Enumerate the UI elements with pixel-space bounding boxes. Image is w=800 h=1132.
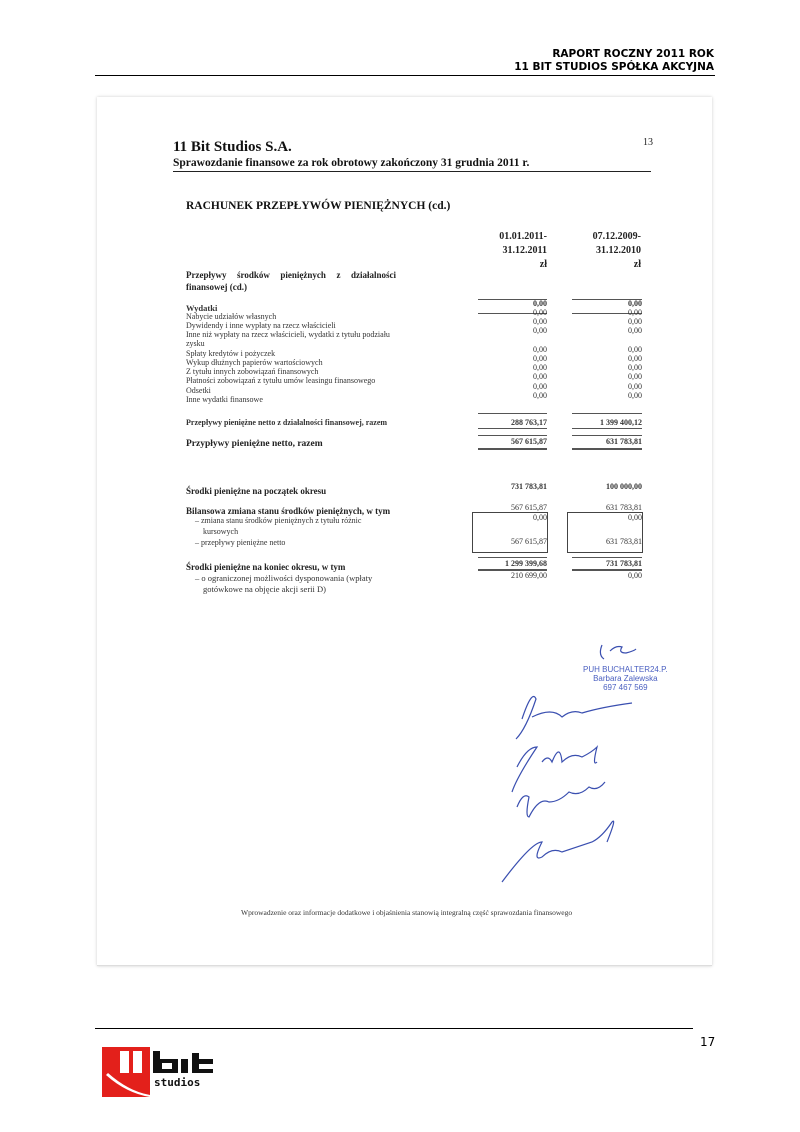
expense-row-2010: 0,00 xyxy=(628,308,642,317)
balance-change-label: Bilansowa zmiana stanu środków pieniężnych, w tym xyxy=(186,506,391,516)
column-header-2011 xyxy=(495,230,547,272)
closing-cash-2010: 731 783,81 xyxy=(606,559,642,568)
closing-cash-2011: 1 299 399,68 xyxy=(505,559,547,568)
net-financing-2011: 288 763,17 xyxy=(511,418,547,427)
signature-2 xyxy=(512,747,597,792)
page-number: 17 xyxy=(700,1035,716,1049)
expense-row-2011: 0,00 xyxy=(533,317,547,326)
expense-row-2011: 0,00 xyxy=(533,345,547,354)
stamp-name: Barbara Zalewska xyxy=(593,674,658,683)
expense-row-2011: 0,00 xyxy=(533,382,547,391)
stamp-signature xyxy=(600,645,636,659)
expense-row-2011: 0,00 xyxy=(533,354,547,363)
net-total-2011: 567 615,87 xyxy=(511,437,547,446)
balance-change-2011: 567 615,87 xyxy=(511,503,547,512)
fx-change-2010: 0,00 xyxy=(628,513,642,522)
header-rule xyxy=(95,75,715,76)
net-financing-2010: 1 399 400,12 xyxy=(600,418,642,427)
expense-row-2010: 0,00 xyxy=(628,326,642,335)
net-flow-2011: 567 615,87 xyxy=(511,537,547,546)
expense-row-2010: 0,00 xyxy=(628,372,642,381)
expense-row-2010: 0,00 xyxy=(628,354,642,363)
signatures xyxy=(492,637,672,887)
fx-change-2011: 0,00 xyxy=(533,513,547,522)
expense-row-label: Nabycie udziałów własnych xyxy=(186,312,277,321)
col2-start: 07.12.2009- xyxy=(592,231,641,242)
expense-row-2010: 0,00 xyxy=(628,317,642,326)
expense-row-label: Inne niż wypłaty na rzecz właścicieli, wydatki z tytułu podziału xyxy=(186,330,390,339)
report-header-company: 11 BIT STUDIOS SPÓŁKA AKCYJNA xyxy=(514,61,714,73)
expense-row-2011: 0,00 xyxy=(533,391,547,400)
restricted-cash-label: – o ograniczonej możliwości dysponowania (wpłaty xyxy=(195,573,373,583)
fx-change-label: – zmiana stanu środków pieniężnych z tytułu różnic xyxy=(195,516,362,525)
expense-row-2010: 0,00 xyxy=(628,382,642,391)
col2-unit: zł xyxy=(633,259,641,270)
restricted-cash-2010: 0,00 xyxy=(628,571,642,580)
restricted-cash-label-cont: gotówkowe na objęcie akcji serii D) xyxy=(203,584,326,594)
column-header-2010 xyxy=(589,230,641,272)
signature-1 xyxy=(516,697,632,740)
expense-row-2011: 0,00 xyxy=(533,363,547,372)
statement-subtitle: Sprawozdanie finansowe za rok obrotowy zakończony 31 grudnia 2011 r. xyxy=(173,157,530,169)
rule xyxy=(572,435,642,436)
col2-end: 31.12.2010 xyxy=(596,245,641,256)
fx-change-label-cont: kursowych xyxy=(203,527,239,536)
company-name: 11 Bit Studios S.A. xyxy=(173,139,292,155)
rule xyxy=(572,413,642,414)
expense-row-2010: 0,00 xyxy=(628,391,642,400)
subtitle-rule xyxy=(173,171,651,172)
opening-cash-label: Środki pieniężne na początek okresu xyxy=(186,486,327,496)
expense-row-2011: 0,00 xyxy=(533,372,547,381)
rule xyxy=(478,435,547,436)
scan-page-number: 13 xyxy=(643,137,653,148)
rule xyxy=(478,428,547,429)
col1-unit: zł xyxy=(539,259,547,270)
expense-row-2010: 0,00 xyxy=(628,299,642,308)
expense-row-2011: 0,00 xyxy=(533,299,547,308)
rule xyxy=(478,413,547,414)
restricted-cash-2011: 210 699,00 xyxy=(511,571,547,580)
section-heading: Przepływy środków pieniężnych z działalności finansowej (cd.) xyxy=(186,270,396,292)
expense-row-label: Inne wydatki finansowe xyxy=(186,395,263,404)
col1-end: 31.12.2011 xyxy=(502,245,547,256)
expense-row-label: Wykup dłużnych papierów wartościowych xyxy=(186,358,323,367)
stamp-company: PUH BUCHALTER24.P. xyxy=(583,665,668,674)
net-flow-2010: 631 783,81 xyxy=(606,537,642,546)
expense-row-label: Dywidendy i inne wypłaty na rzecz właścicieli xyxy=(186,321,336,330)
scanned-statement xyxy=(97,97,712,966)
expense-row-2010: 0,00 xyxy=(628,345,642,354)
opening-cash-2010: 100 000,00 xyxy=(606,482,642,491)
footnote: Wprowadzenie oraz informacje dodatkowe i objaśnienia stanowią integralną część sprawozdania finansowego xyxy=(241,908,573,917)
expense-row-label-cont: zysku xyxy=(186,339,205,348)
expense-row-2011: 0,00 xyxy=(533,308,547,317)
stamp-phone: 697 467 569 xyxy=(603,683,648,692)
rule xyxy=(572,428,642,429)
signature-4 xyxy=(502,821,614,882)
rule xyxy=(572,448,642,450)
rule xyxy=(572,557,642,558)
rule xyxy=(478,448,547,450)
net-total-2010: 631 783,81 xyxy=(606,437,642,446)
opening-cash-2011: 731 783,81 xyxy=(511,482,547,491)
svg-text:studios: studios xyxy=(154,1076,201,1089)
expense-row-2010: 0,00 xyxy=(628,363,642,372)
report-header-title: RAPORT ROCZNY 2011 ROK xyxy=(552,48,714,60)
net-total-label: Przypływy pieniężne netto, razem xyxy=(186,439,323,449)
rule xyxy=(478,557,547,558)
expense-row-label: Płatności zobowiązań z tytułu umów leasingu finansowego xyxy=(186,376,376,385)
col1-start: 01.01.2011- xyxy=(499,231,547,242)
signature-3 xyxy=(517,782,605,817)
net-flow-label: – przepływy pieniężne netto xyxy=(195,538,286,547)
balance-change-2010: 631 783,81 xyxy=(606,503,642,512)
expense-row-label: Z tytułu innych zobowiązań finansowych xyxy=(186,367,319,376)
expense-row-label: Wydatki xyxy=(186,303,218,313)
closing-cash-label: Środki pieniężne na koniec okresu, w tym xyxy=(186,562,346,572)
statement-title: RACHUNEK PRZEPŁYWÓW PIENIĘŻNYCH (cd.) xyxy=(186,200,451,212)
footer-rule xyxy=(95,1028,693,1029)
net-financing-label: Przepływy pieniężne netto z działalności finansowej, razem xyxy=(186,418,388,427)
expense-row-label: Odsetki xyxy=(186,386,211,395)
expense-row-label: Spłaty kredytów i pożyczek xyxy=(186,349,276,358)
11bit-logo xyxy=(100,1045,220,1100)
expense-row-2011: 0,00 xyxy=(533,326,547,335)
